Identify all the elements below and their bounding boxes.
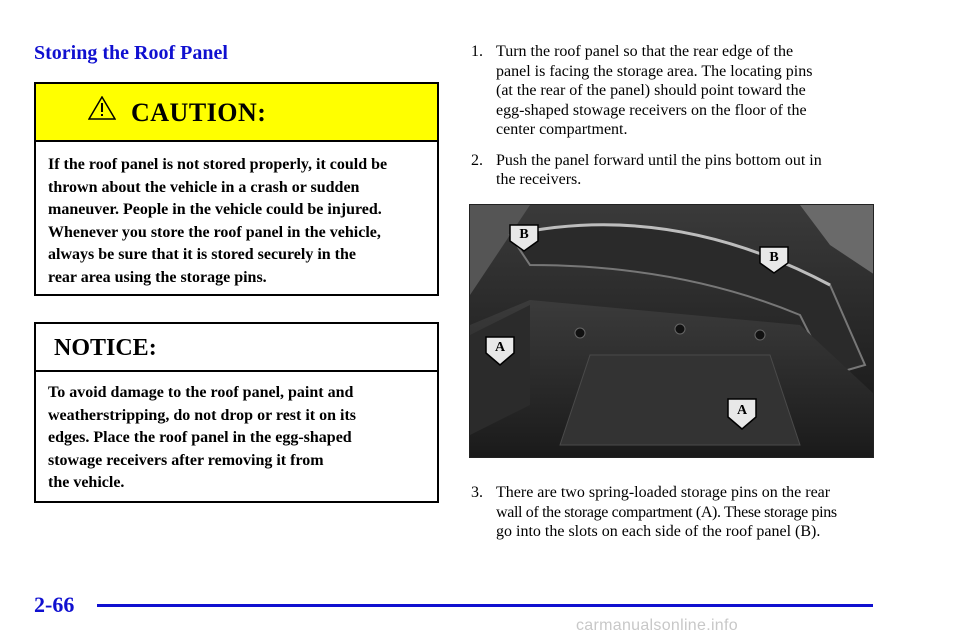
- step-line: Turn the roof panel so that the rear edge of the: [496, 43, 794, 60]
- notice-header: [36, 324, 437, 372]
- step-line: center compartment.: [496, 121, 628, 138]
- step-2: [471, 151, 891, 190]
- instruction-steps: [471, 42, 891, 201]
- storage-compartment-photo: [469, 204, 874, 458]
- caution-line: If the roof panel is not stored properly, it could be: [48, 156, 388, 173]
- notice-text: [36, 372, 437, 495]
- step-number: 3.: [471, 484, 483, 501]
- step-number: 1.: [471, 43, 483, 60]
- callout-label: A: [736, 403, 748, 418]
- step-line: egg-shaped stowage receivers on the floor of the: [496, 101, 807, 119]
- step-line: (at the rear of the panel) should point toward the: [496, 82, 806, 99]
- notice-line: edges. Place the roof panel in the egg-shaped: [48, 429, 352, 446]
- caution-line: Whenever you store the roof panel in the vehicle,: [48, 223, 381, 241]
- caution-title: CAUTION:: [131, 98, 267, 127]
- caution-line: maneuver. People in the vehicle could be injured.: [48, 201, 382, 218]
- notice-line: weatherstripping, do not drop or rest it on its: [48, 406, 357, 424]
- step-line: go into the slots on each side of the roof panel (B).: [496, 523, 821, 540]
- notice-line: To avoid damage to the roof panel, paint and: [48, 384, 354, 401]
- caution-line: rear area using the storage pins.: [48, 268, 267, 286]
- warning-triangle-icon: [88, 96, 116, 120]
- step-line: the receivers.: [496, 171, 582, 188]
- step-line: wall of the storage compartment (A). These storage pins: [496, 503, 837, 521]
- callout-label: B: [769, 250, 779, 265]
- step-number: 2.: [471, 151, 483, 169]
- page-number: 2-66: [34, 592, 75, 617]
- notice-line: stowage receivers after removing it from: [48, 451, 324, 469]
- footer-divider: [97, 604, 873, 607]
- roof-panel-illustration: [470, 205, 874, 458]
- notice-line: the vehicle.: [48, 474, 125, 491]
- callout-label: B: [519, 227, 529, 242]
- caution-box: [34, 82, 439, 296]
- caution-line: thrown about the vehicle in a crash or sudden: [48, 178, 360, 196]
- step-1: [471, 42, 891, 140]
- step-line: There are two spring-loaded storage pins on the rear: [496, 484, 831, 501]
- step-line: Push the panel forward until the pins bottom out in: [496, 151, 822, 169]
- caution-line: always be sure that it is stored securely in the: [48, 246, 356, 263]
- notice-box: [34, 322, 439, 503]
- caution-text: [36, 142, 437, 289]
- step-3: [471, 483, 891, 542]
- callout-label: A: [494, 340, 506, 355]
- section-title: Storing the Roof Panel: [34, 42, 228, 64]
- step-line: panel is facing the storage area. The locating pins: [496, 62, 813, 80]
- notice-title: NOTICE:: [54, 335, 157, 361]
- caution-header: [36, 84, 437, 142]
- watermark: carmanualsonline.info: [576, 617, 738, 634]
